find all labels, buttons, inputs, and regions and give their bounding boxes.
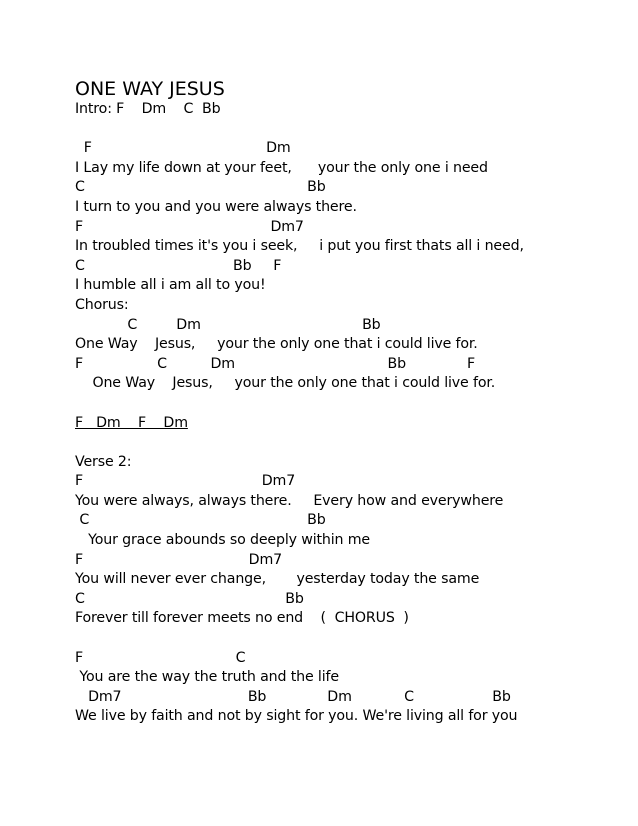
spacer bbox=[75, 433, 615, 453]
verse-2-label: Verse 2: bbox=[75, 453, 132, 470]
lyric-line: We live by faith and not by sight for you. We're living all for you bbox=[75, 708, 518, 725]
lyric-line: I turn to you and you were always there. bbox=[75, 198, 357, 215]
lyric-line: I Lay my life down at your feet, your the only one i need bbox=[75, 159, 488, 176]
lyric-line: One Way Jesus, your the only one that i could live for. bbox=[75, 375, 496, 392]
turnaround-chords: F Dm F Dm bbox=[75, 414, 188, 431]
chord-line: Dm7 Bb Dm C Bb bbox=[75, 688, 511, 705]
lyric-line: In troubled times it's you i seek, i put you first thats all i need, bbox=[75, 238, 524, 255]
spacer bbox=[75, 629, 615, 649]
lyric-line: Forever till forever meets no end ( CHORUS ) bbox=[75, 610, 409, 627]
chord-line: F Dm bbox=[75, 140, 291, 157]
spacer bbox=[75, 394, 615, 414]
lyric-line: You were always, always there. Every how and everywhere bbox=[75, 492, 504, 509]
bridge bbox=[75, 649, 615, 727]
lyric-line: One Way Jesus, your the only one that i could live for. bbox=[75, 336, 478, 353]
chord-line: C Bb bbox=[75, 590, 304, 607]
chord-line: C Bb bbox=[75, 179, 326, 196]
verse-2 bbox=[75, 453, 615, 629]
chord-line: F Dm7 bbox=[75, 473, 296, 490]
lyric-line: I humble all i am all to you! bbox=[75, 277, 266, 294]
chord-line: C Bb F bbox=[75, 257, 282, 274]
lyric-line: Your grace abounds so deeply within me bbox=[75, 532, 371, 549]
lyrics-sheet bbox=[75, 78, 615, 727]
lyric-line: You will never ever change, yesterday today the same bbox=[75, 571, 480, 588]
song-title: ONE WAY JESUS bbox=[75, 78, 225, 100]
chord-line: F Dm7 bbox=[75, 218, 304, 235]
chord-line: C Dm Bb bbox=[75, 316, 381, 333]
chord-line: F C Dm Bb F bbox=[75, 355, 476, 372]
chorus-label: Chorus: bbox=[75, 296, 129, 313]
chord-line: F C bbox=[75, 649, 246, 666]
intro-chords: Intro: F Dm C Bb bbox=[75, 101, 221, 117]
chorus bbox=[75, 296, 615, 394]
verse-1 bbox=[75, 139, 615, 296]
chord-line: C Bb bbox=[75, 512, 326, 529]
chord-line: F Dm7 bbox=[75, 551, 283, 568]
lyric-line: You are the way the truth and the life bbox=[75, 669, 339, 686]
spacer bbox=[75, 120, 615, 140]
